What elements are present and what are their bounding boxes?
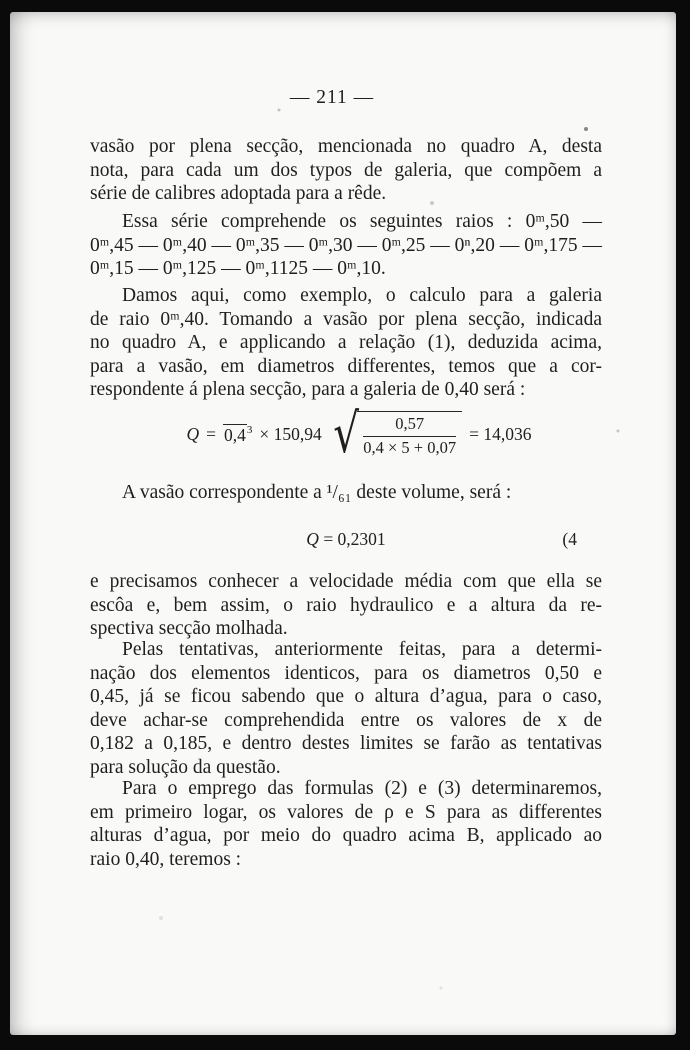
- text-line: vasão por plena secção, mencionada no quadro A, desta: [90, 136, 602, 157]
- factor: × 150,94: [259, 423, 322, 444]
- paragraph: [90, 284, 602, 402]
- formula-value: = 0,2301: [323, 529, 386, 549]
- text-line: de raio 0ᵐ,40. Tomando a vasão por plena secção, indicada: [90, 308, 602, 330]
- paragraph: [90, 777, 602, 871]
- text-line: para solução da questão.: [90, 756, 281, 778]
- text-line: Para o emprego das formulas (2) e (3) determinaremos,: [122, 778, 602, 799]
- formula-variable: Q: [306, 529, 319, 549]
- paragraph: [90, 481, 602, 505]
- scan-specks: [10, 12, 12, 14]
- text-line: raio 0,40, teremos :: [90, 848, 242, 870]
- text-line: Pelas tentativas, anteriormente feitas, para a determi-: [122, 639, 602, 660]
- paragraph: [90, 638, 602, 779]
- text-line: 0ᵐ,45 — 0ᵐ,40 — 0ᵐ,35 — 0ᵐ,30 — 0ᵐ,25 — 0ⁿ,20 — 0ᵐ,175 —: [90, 234, 602, 256]
- text-line: deve achar-se comprehendida entre os valores de x de: [90, 709, 602, 731]
- paragraph: [90, 570, 602, 641]
- formula-flow-value: [90, 528, 602, 552]
- text-line: e precisamos conhecer a velocidade média com que ella se: [90, 571, 602, 592]
- page-content: [90, 12, 602, 1035]
- formula-variable: Q: [186, 423, 200, 444]
- text-line: Damos aqui, como exemplo, o calculo para a galeria: [122, 285, 602, 306]
- text-line: no quadro A, e applicando a relação (1), deduzida acima,: [90, 332, 602, 353]
- fraction-denominator: 0,4 × 5 + 0,07: [363, 437, 457, 457]
- text-line: série de calibres adoptada para a rêde.: [90, 183, 387, 204]
- text-line: Essa série comprehende os seguintes raios : 0ᵐ,50 —: [122, 211, 602, 232]
- text-line: nota, para cada um dos typos de galeria, que compõem a: [90, 159, 602, 181]
- text-line: escôa e, bem assim, o raio hydraulico e a altura da re-: [90, 594, 602, 616]
- radical-expression: [329, 402, 462, 466]
- text-line: 0,182 a 0,185, e dentro destes limites se farão as tentativas: [90, 733, 602, 754]
- text-line: A vasão correspondente a ¹/₆₁ deste volume, será :: [122, 482, 512, 503]
- radical-sign-icon: √: [333, 402, 359, 466]
- text-line: spectiva secção molhada.: [90, 618, 288, 639]
- fraction: [363, 415, 456, 458]
- text-line: nação dos elementos identicos, para os diametros 0,50 e: [90, 662, 602, 684]
- equals-sign: =: [206, 423, 217, 444]
- fraction-numerator: 0,57: [363, 415, 456, 437]
- overlined-base: $0,4^3$: [224, 423, 253, 445]
- paragraph: [90, 210, 602, 281]
- radicand: [357, 411, 462, 458]
- formula-full-section-flow: [90, 402, 602, 466]
- text-line: para a vasão, em diametros differentes, temos que a cor-: [90, 355, 602, 377]
- page-number: — 211 —: [289, 87, 375, 108]
- text-line: em primeiro logar, os valores de ρ e S para as differentes: [90, 801, 602, 823]
- paragraph: [90, 135, 602, 206]
- equation-number: (4: [562, 529, 577, 549]
- text-line: 0ᵐ,15 — 0ᵐ,125 — 0ᵐ,1125 — 0ᵐ,10.: [90, 258, 386, 279]
- text-line: 0,45, já se ficou sabendo que o altura d’agua, para o caso,: [90, 686, 602, 707]
- exponent: 3: [246, 423, 253, 436]
- text-line: respondente á plena secção, para a galeria de 0,40 será :: [90, 379, 526, 400]
- formula-result: = 14,036: [469, 423, 532, 444]
- scanned-page: [10, 12, 676, 1035]
- text-line: alturas d’agua, por meio do quadro acima B, applicado ao: [90, 825, 602, 846]
